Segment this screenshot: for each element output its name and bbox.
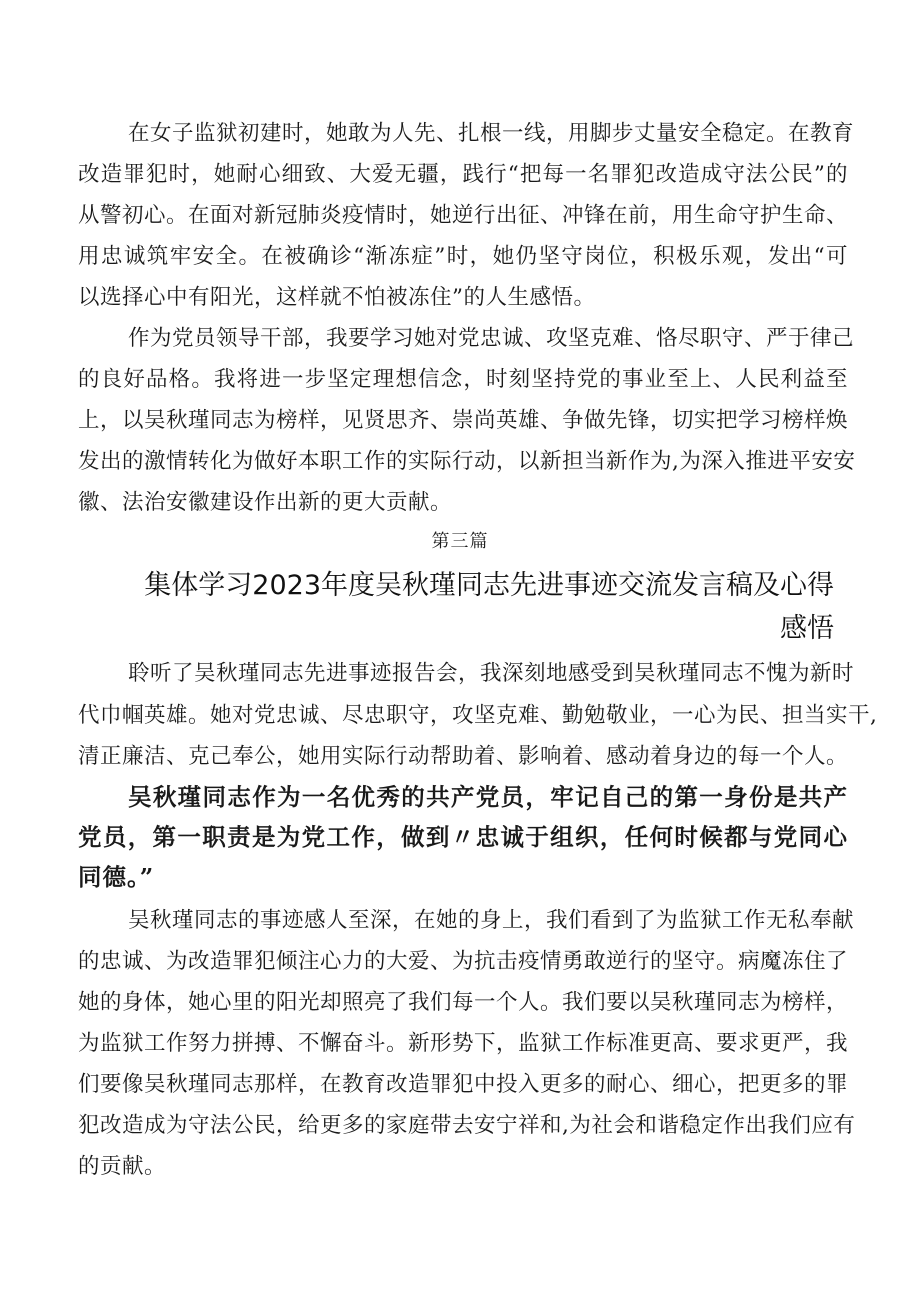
paragraph-line: 徽、法治安徽建设作出新的更大贡献。 bbox=[78, 490, 453, 515]
paragraph-line: 用忠诚筑牢安全。在被确诊“渐冻症”时，她仍坚守岗位，积极乐观，发出“可 bbox=[78, 244, 848, 269]
paragraph-line: 聆听了吴秋瑾同志先进事迹报告会，我深刻地感受到吴秋瑾同志不愧为新时 bbox=[128, 661, 855, 686]
emphasis-line: 吴秋瑾同志作为一名优秀的共产党员，牢记自己的第一身份是共产 bbox=[128, 783, 848, 811]
paragraph-line: 以选择心中有阳光，这样就不怕被冻住”的人生感悟。 bbox=[78, 285, 596, 310]
section-label: 第三篇 bbox=[431, 531, 489, 552]
emphasis-line: 同德。” bbox=[78, 863, 155, 891]
paragraph-line: 的忠诚、为改造罪犯倾注心力的大爱、为抗击疫情勇敢逆行的坚守。病魔冻住了 bbox=[78, 949, 849, 974]
paragraph-line: 的贡献。 bbox=[78, 1154, 167, 1179]
document-title: 集体学习2023年度吴秋瑾同志先进事迹交流发言稿及心得 bbox=[144, 570, 834, 601]
paragraph-line: 作为党员领导干部，我要学习她对党忠诚、攻坚克难、恪尽职守、严于律己 bbox=[128, 326, 855, 351]
paragraph-line: 的良好品格。我将进一步坚定理想信念，时刻坚持党的事业至上、人民利益至 bbox=[78, 367, 848, 392]
paragraph-line: 吴秋瑾同志的事迹感人至深，在她的身上，我们看到了为监狱工作无私奉献 bbox=[128, 908, 855, 933]
paragraph-line: 改造罪犯时，她耐心细致、大爱无疆，践行“把每一名罪犯改造成守法公民”的 bbox=[78, 162, 848, 187]
paragraph-line: 上，以吴秋瑾同志为榜样，见贤思齐、崇尚英雄、争做先锋，切实把学习榜样焕 bbox=[78, 408, 849, 433]
paragraph-line: 犯改造成为守法公民，给更多的家庭带去安宁祥和,为社会和谐稳定作出我们应有 bbox=[78, 1113, 856, 1138]
paragraph-line: 她的身体，她心里的阳光却照亮了我们每一个人。我们要以吴秋瑾同志为榜样， bbox=[78, 990, 849, 1015]
paragraph-line: 在女子监狱初建时，她敢为人先、扎根一线，用脚步丈量安全稳定。在教育 bbox=[128, 121, 855, 146]
paragraph-line: 们要像吴秋瑾同志那样，在教育改造罪犯中投入更多的耐心、细心，把更多的罪 bbox=[78, 1072, 849, 1097]
paragraph-line: 发出的激情转化为做好本职工作的实际行动，以新担当新作为,为深入推进平安安 bbox=[78, 449, 856, 474]
document-title-continued: 感悟 bbox=[780, 613, 834, 644]
paragraph-line: 代巾帼英雄。她对党忠诚、尽忠职守，攻坚克难、勤勉敬业，一心为民、担当实干, bbox=[78, 703, 878, 728]
paragraph-line: 从警初心。在面对新冠肺炎疫情时，她逆行出征、冲锋在前，用生命守护生命、 bbox=[78, 203, 849, 228]
paragraph-line: 清正廉洁、克己奉公，她用实际行动帮助着、影响着、感动着身边的每一个人。 bbox=[78, 744, 849, 769]
emphasis-line: 党员，第一职责是为党工作，做到〃忠诚于组织，任何时候都与党同心 bbox=[78, 823, 848, 851]
paragraph-line: 为监狱工作努力拼搏、不懈奋斗。新形势下，监狱工作标准更高、要求更严，我 bbox=[78, 1031, 849, 1056]
